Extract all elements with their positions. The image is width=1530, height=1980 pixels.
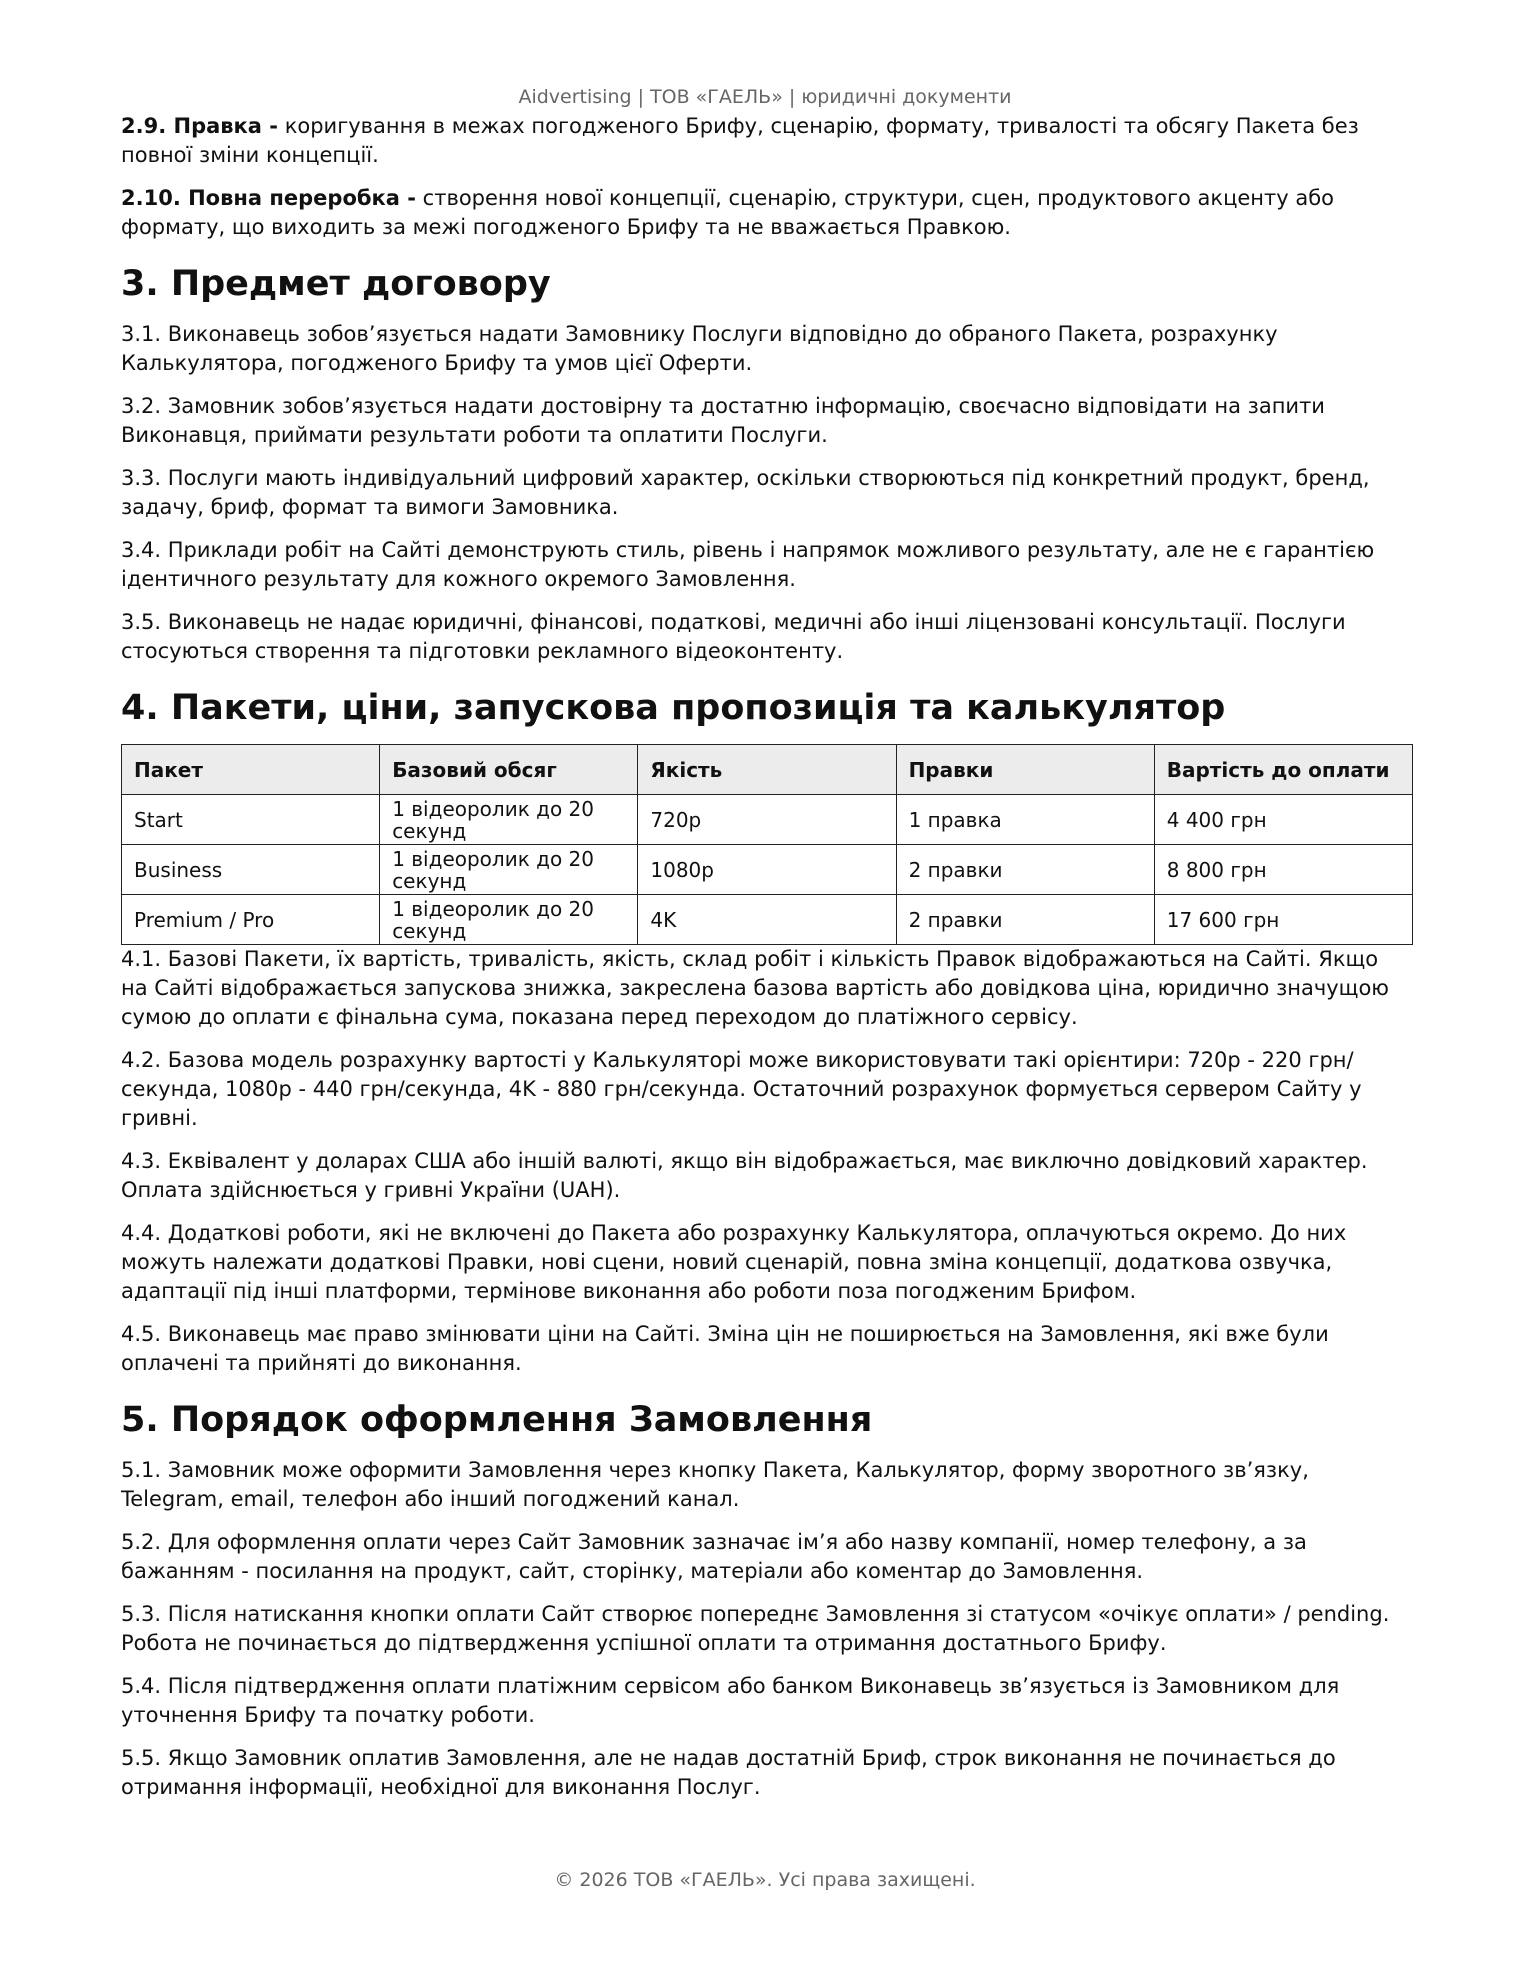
paragraph-5-5: 5.5. Якщо Замовник оплатив Замовлення, але не надав достатній Бриф, строк виконання не починається до отримання інформації, необхідної для виконання Послуг. (121, 1746, 1336, 1799)
table-cell: Premium / Pro (122, 895, 380, 945)
page-header: Aidvertising | ТОВ «ГАЕЛЬ» | юридичні документи (518, 86, 1012, 108)
paragraph-3-2: 3.2. Замовник зобов’язується надати достовірну та достатню інформацію, своєчасно відповідати на запити Виконавця, приймати результати роботи та оплатити Послуги. (121, 394, 1325, 447)
table-row (122, 795, 1413, 845)
packages-table (121, 744, 1413, 945)
table-cell: 1 відеоролик до 20 секунд (380, 845, 638, 895)
definition-2-9 (121, 112, 1411, 170)
definition-text: створення нової концепції, сценарію, структури, сцен, продуктового акценту або формату, що виходить за межі погодженого Брифу та не вважається Правкою. (121, 186, 1335, 239)
paragraph-4-1: 4.1. Базові Пакети, їх вартість, тривалість, якість, склад робіт і кількість Правок відображаються на Сайті. Якщо на Сайті відображається запускова знижка, закреслена базова вартість або довідкова ціна, юридично значущою сумою до оплати є фінальна сума, показана перед переходом до платіжного сервісу. (121, 947, 1389, 1029)
paragraph-3-1: 3.1. Виконавець зобов’язується надати Замовнику Послуги відповідно до обраного Пакета, розрахунку Калькулятора, погодженого Брифу та умов цієї Оферти. (121, 322, 1278, 375)
table-cell: 720p (638, 795, 896, 845)
table-row (122, 895, 1413, 945)
section-5-heading: 5. Порядок оформлення Замовлення (121, 1400, 873, 1440)
table-row (122, 845, 1413, 895)
section-3-heading: 3. Предмет договору (121, 264, 551, 304)
column-header-quality: Якість (638, 745, 896, 795)
paragraph-4-5: 4.5. Виконавець має право змінювати ціни на Сайті. Зміна цін не поширюється на Замовлення, які вже були оплачені та прийняті до виконання. (121, 1322, 1329, 1375)
definition-term: 2.10. Повна переробка - (121, 186, 416, 210)
column-header-package: Пакет (122, 745, 380, 795)
table-cell: 2 правки (896, 845, 1154, 895)
column-header-price: Вартість до оплати (1154, 745, 1412, 795)
paragraph-4-2: 4.2. Базова модель розрахунку вартості у Калькуляторі може використовувати такі орієнтири: 720p - 220 грн/секунда, 1080p - 440 грн/секунда, 4K - 880 грн/секунда. Остаточний розрахунок формується сервером Сайту у гривні. (121, 1048, 1362, 1130)
table-cell: 1 відеоролик до 20 секунд (380, 895, 638, 945)
table-cell: 1 відеоролик до 20 секунд (380, 795, 638, 845)
table-cell: Business (122, 845, 380, 895)
paragraph-4-4: 4.4. Додаткові роботи, які не включені до Пакета або розрахунку Калькулятора, оплачуються окремо. До них можуть належати додаткові Правки, нові сцени, новий сценарій, повна зміна концепції, додаткова озвучка, адаптації під інші платформи, термінове виконання або роботи поза погодженим Брифом. (121, 1221, 1347, 1303)
paragraph-3-5: 3.5. Виконавець не надає юридичні, фінансові, податкові, медичні або інші ліцензовані консультації. Послуги стосуються створення та підготовки рекламного відеоконтенту. (121, 610, 1346, 663)
paragraph-5-4: 5.4. Після підтвердження оплати платіжним сервісом або банком Виконавець зв’язується із Замовником для уточнення Брифу та початку роботи. (121, 1674, 1340, 1727)
table-cell: 4 400 грн (1154, 795, 1412, 845)
paragraph-3-4: 3.4. Приклади робіт на Сайті демонструють стиль, рівень і напрямок можливого результату, але не є гарантією ідентичного результату для кожного окремого Замовлення. (121, 538, 1375, 591)
table-cell: 8 800 грн (1154, 845, 1412, 895)
column-header-base-volume: Базовий обсяг (380, 745, 638, 795)
table-cell: 17 600 грн (1154, 895, 1412, 945)
paragraph-3-3: 3.3. Послуги мають індивідуальний цифровий характер, оскільки створюються під конкретний продукт, бренд, задачу, бриф, формат та вимоги Замовника. (121, 466, 1370, 519)
definition-2-10 (121, 184, 1411, 242)
paragraph-5-2: 5.2. Для оформлення оплати через Сайт Замовник зазначає ім’я або назву компанії, номер телефону, а за бажанням - посилання на продукт, сайт, сторінку, матеріали або коментар до Замовлення. (121, 1530, 1307, 1583)
table-cell: 1080p (638, 845, 896, 895)
column-header-revisions: Правки (896, 745, 1154, 795)
definition-term: 2.9. Правка - (121, 114, 279, 138)
table-cell: 1 правка (896, 795, 1154, 845)
definition-text: коригування в межах погодженого Брифу, сценарію, формату, тривалості та обсягу Пакета без повної зміни концепції. (121, 114, 1359, 167)
table-cell: 2 правки (896, 895, 1154, 945)
paragraph-4-3: 4.3. Еквівалент у доларах США або іншій валюті, якщо він відображається, має виключно довідковий характер. Оплата здійснюється у гривні України (UAH). (121, 1149, 1368, 1202)
table-cell: 4K (638, 895, 896, 945)
table-header-row (122, 745, 1413, 795)
document-content (121, 112, 1411, 1816)
section-4-heading: 4. Пакети, ціни, запускова пропозиція та калькулятор (121, 688, 1226, 728)
table-cell: Start (122, 795, 380, 845)
page-footer: © 2026 ТОВ «ГАЕЛЬ». Усі права захищені. (554, 1869, 976, 1891)
paragraph-5-1: 5.1. Замовник може оформити Замовлення через кнопку Пакета, Калькулятор, форму зворотного зв’язку, Telegram, email, телефон або інший погоджений канал. (121, 1458, 1309, 1511)
paragraph-5-3: 5.3. Після натискання кнопки оплати Сайт створює попереднє Замовлення зі статусом «очікує оплати» / pending. Робота не починається до підтвердження успішної оплати та отримання достатнього Брифу. (121, 1602, 1390, 1655)
